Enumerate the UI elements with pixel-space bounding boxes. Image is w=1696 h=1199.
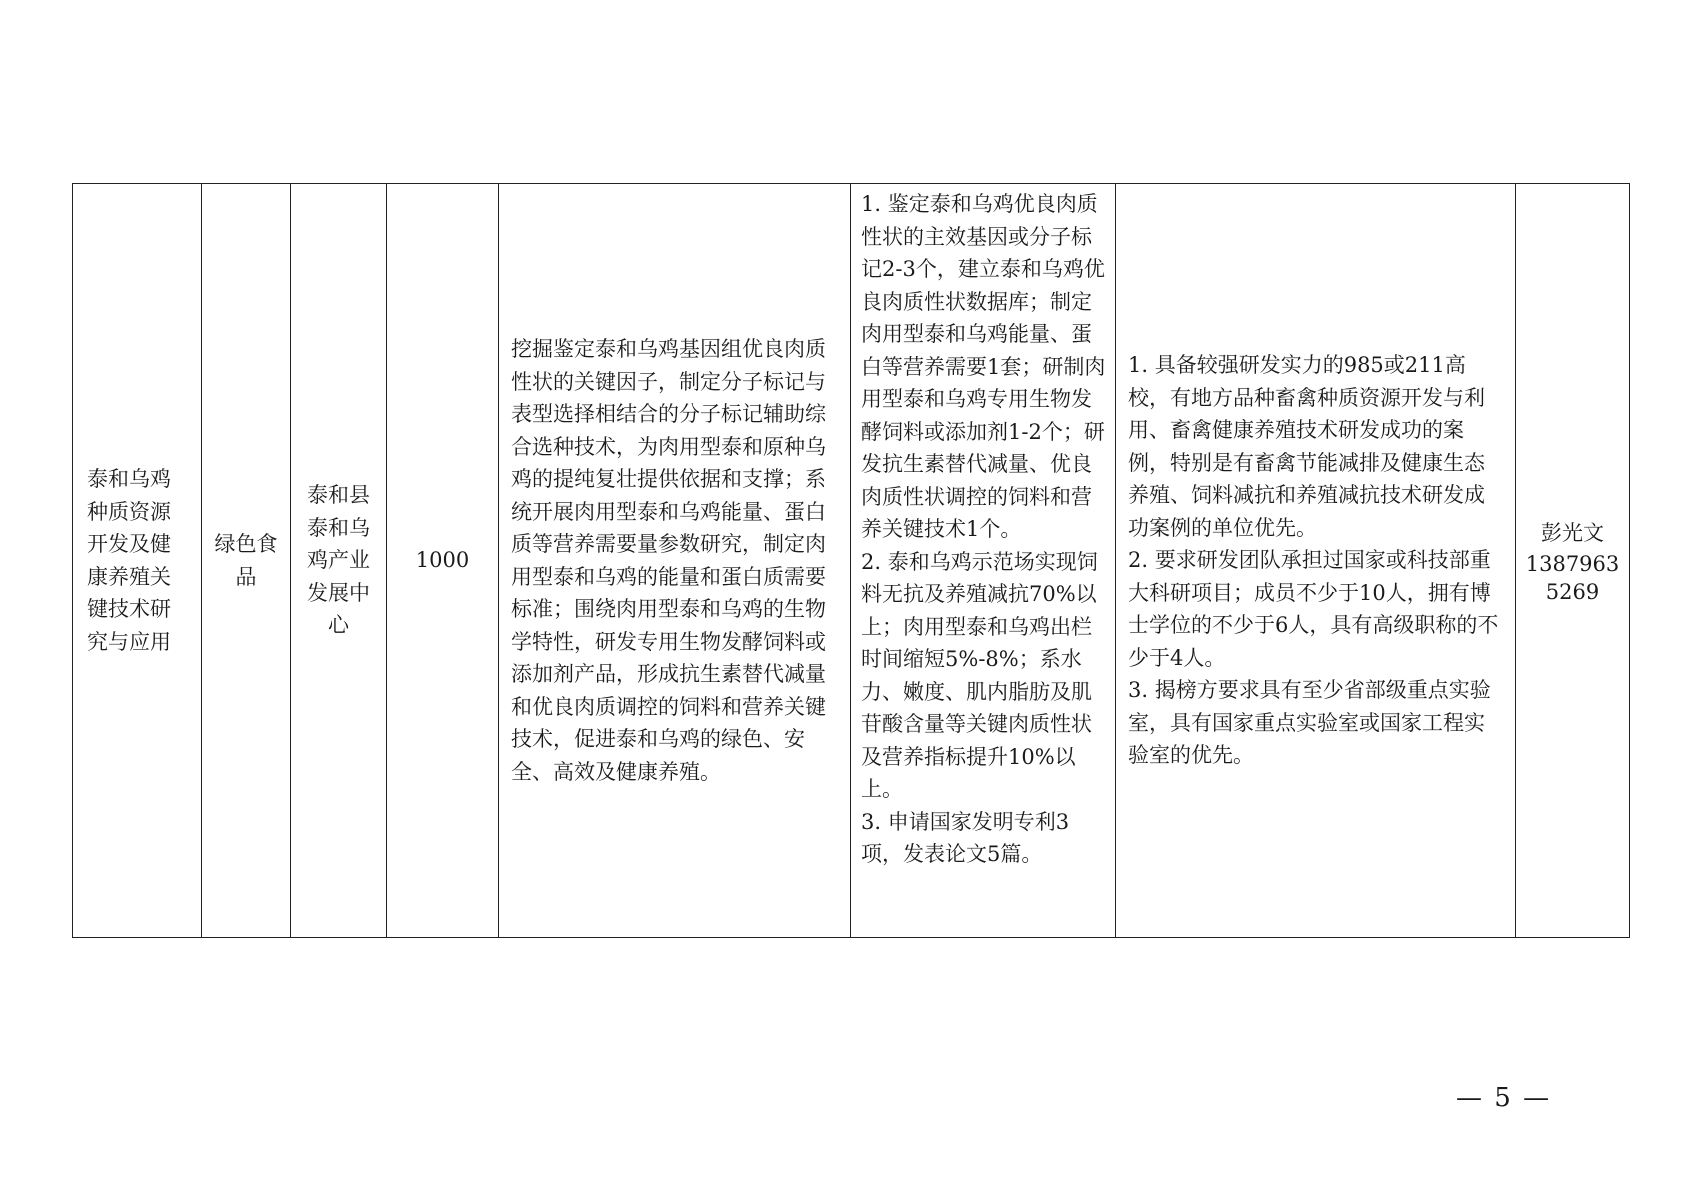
category: 绿色食品 <box>214 532 278 589</box>
contact-phone-line-1: 1387963 <box>1525 551 1620 576</box>
funding-cell <box>387 184 499 938</box>
category-cell <box>202 184 291 938</box>
project-name: 泰和乌鸡种质资源开发及健康养殖关键技术研究与应用 <box>87 467 171 654</box>
responsible-unit: 泰和县泰和乌鸡产业发展中心 <box>307 483 370 638</box>
content-cell <box>499 184 851 938</box>
requirement-item: 1. 具备较强研发实力的985或211高校，有地方品种畜禽种质资源开发与利用、畜禽健康养殖技术研发成功的案例，特别是有畜禽节能减排及健康生态养殖、饲料减抗和养殖减抗技术研发成功案例的单位优先。 <box>1128 353 1485 540</box>
contact-name: 彭光文 <box>1541 520 1604 545</box>
funding-amount: 1000 <box>415 548 470 573</box>
project-table <box>72 183 1630 938</box>
project-name-cell <box>73 184 202 938</box>
goals-cell <box>851 184 1116 938</box>
contact-phone-line-2: 5269 <box>1545 579 1600 604</box>
goal-item: 3. 申请国家发明专利3项，发表论文5篇。 <box>861 809 1070 866</box>
research-content: 挖掘鉴定泰和乌鸡基因组优良肉质性状的关键因子，制定分子标记与表型选择相结合的分子标记辅助综合选种技术，为肉用型泰和原种乌鸡的提纯复壮提供依据和支撑；系统开展肉用型泰和乌鸡能量、蛋白质等营养需要量参数研究，制定肉用型泰和乌鸡的能量和蛋白质需要标准；围绕肉用型泰和乌鸡的生物学特性，研发专用生物发酵饲料或添加剂产品，形成抗生素替代减量和优良肉质调控的饲料和营养关键技术，促进泰和乌鸡的绿色、安全、高效及健康养殖。 <box>511 337 826 784</box>
page-number: — 5 — <box>1456 1083 1552 1113</box>
requirement-item: 3. 揭榜方要求具有至少省部级重点实验室，具有国家重点实验室或国家工程实验室的优先。 <box>1128 678 1491 768</box>
requirement-item: 2. 要求研发团队承担过国家或科技部重大科研项目；成员不少于10人，拥有博士学位的不少于6人，具有高级职称的不少于4人。 <box>1128 548 1499 670</box>
unit-cell <box>291 184 387 938</box>
goal-item: 2. 泰和乌鸡示范场实现饲料无抗及养殖减抗70%以上；肉用型泰和乌鸡出栏时间缩短5%-8%；系水力、嫩度、肌内脂肪及肌苷酸含量等关键肉质性状及营养指标提升10%以上。 <box>861 549 1098 801</box>
contact-cell <box>1516 184 1630 938</box>
goal-item: 1. 鉴定泰和乌鸡优良肉质性状的主效基因或分子标记2-3个，建立泰和乌鸡优良肉质性状数据库；制定肉用型泰和乌鸡能量、蛋白等营养需要1套；研制肉用型泰和乌鸡专用生物发酵饲料或添加剂1-2个；研发抗生素替代减量、优良肉质性状调控的饲料和营养关键技术1个。 <box>861 192 1106 541</box>
requirements-cell <box>1116 184 1516 938</box>
table-row <box>73 184 1630 938</box>
